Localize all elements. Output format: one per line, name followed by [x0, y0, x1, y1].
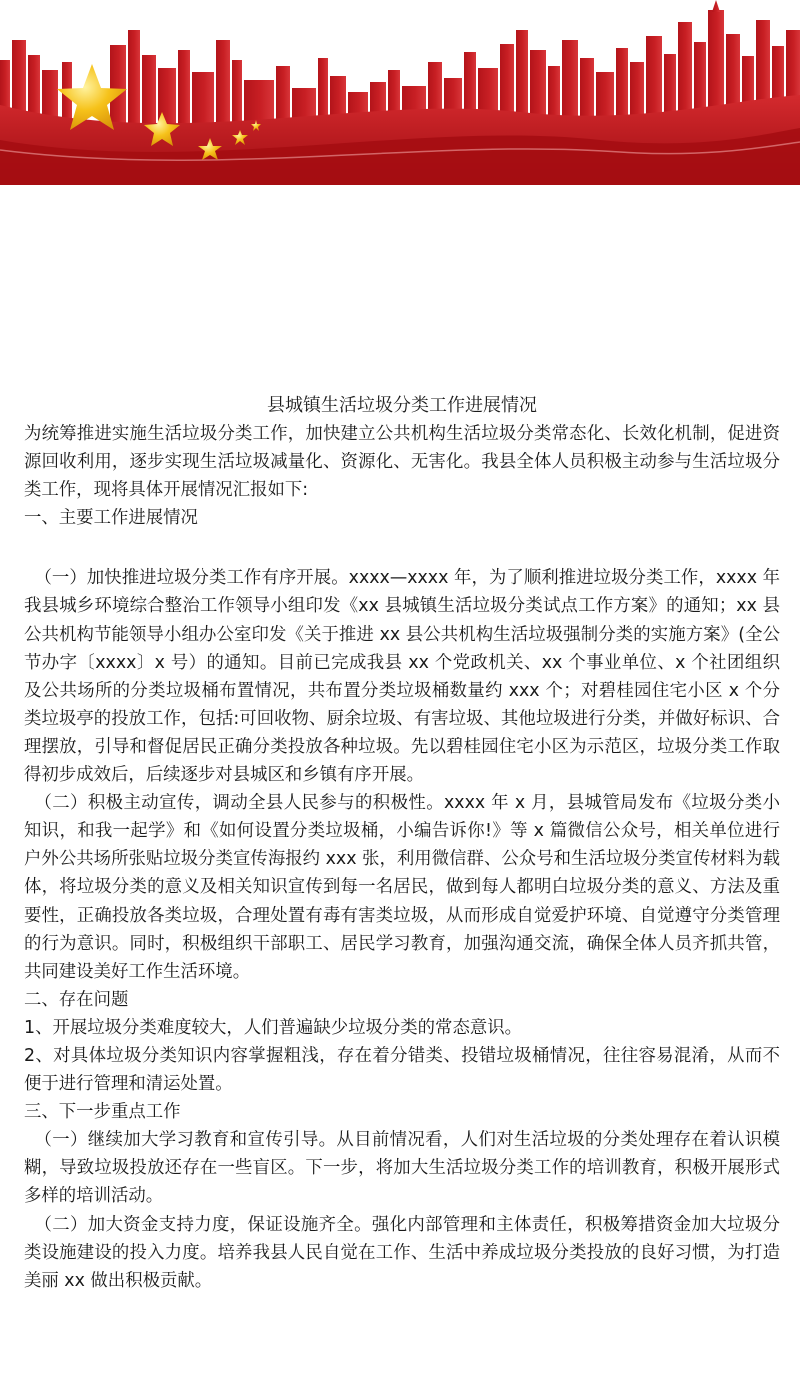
section-heading: 三、下一步重点工作: [24, 1102, 181, 1123]
paragraph: （二）积极主动宣传，调动全县人民参与的积极性。xxxx 年 x 月，县城管局发布《垃圾分类小知识，和我一起学》和《如何设置分类垃圾桶，小编告诉你!》等 x 篇微信公众号，相关单位进行户外公共场所张贴垃圾分类宣传海报约 xxx 张，利用微信群、公众号和生活垃圾分类宣传材料为载体，将垃圾分类的意义及相关知识宣传到每一名居民，做到每人都明白垃圾分类的意义、方法及重要性，正确投放各类垃圾，合理处置有毒有害类垃圾，从而形成自觉爱护环境、自觉遵守分类管理的行为意识。同时，积极组织干部职工、居民学习教育，加强沟通交流，确保全体人员齐抓共管，共同建设美好工作生活环境。: [24, 793, 780, 982]
paragraph: （一）继续加大学习教育和宣传引导。从目前情况看，人们对生活垃圾的分类处理存在着认识模糊，导致垃圾投放还存在一些盲区。下一步，将加大生活垃圾分类工作的培训教育，积极开展形式多样的培训活动。: [24, 1130, 780, 1207]
section-heading: 一、主要工作进展情况: [24, 508, 198, 529]
document-title: 县城镇生活垃圾分类工作进展情况: [267, 395, 537, 416]
section-heading: 二、存在问题: [24, 989, 129, 1010]
paragraph: （一）加快推进垃圾分类工作有序开展。xxxx—xxxx 年，为了顺利推进垃圾分类工作，xxxx 年我县城乡环境综合整治工作领导小组印发《xx 县城镇生活垃圾分类试点工作方案》的通知；xx 县公共机构节能领导小组办公室印发《关于推进 xx 县公共机构生活垃圾强制分类的实施方案》(全公节办字〔xxxx〕x 号）的通知。目前已完成我县 xx 个党政机关、xx 个事业单位、x 个社团组织及公共场所的分类垃圾桶布置情况，共布置分类垃圾桶数量约 xxx 个；对碧桂园住宅小区 x 个分类垃圾亭的投放工作，包括:可回收物、厨余垃圾、有害垃圾、其他垃圾进行分类，并做好标识、合理摆放，引导和督促居民正确分类投放各种垃圾。先以碧桂园住宅小区为示范区，垃圾分类工作取得初步成效后，后续逐步对县城区和乡镇有序开展。: [24, 568, 780, 786]
city-skyline-illustration: [0, 0, 800, 185]
paragraph: 2、对具体垃圾分类知识内容掌握粗浅，存在着分错类、投错垃圾桶情况，往往容易混淆，从而不便于进行管理和清运处置。: [24, 1045, 780, 1095]
paragraph: 1、开展垃圾分类难度较大，人们普遍缺少垃圾分类的常态意识。: [24, 1017, 523, 1038]
header-banner: [0, 0, 800, 185]
paragraph: （二）加大资金支持力度，保证设施齐全。强化内部管理和主体责任，积极筹措资金加大垃圾分类设施建设的投入力度。培养我县人民自觉在工作、生活中养成垃圾分类投放的良好习惯，为打造美丽 xx 做出积极贡献。: [24, 1214, 780, 1291]
spacer: [24, 532, 780, 564]
document-body: [24, 393, 780, 1295]
intro-paragraph: 为统筹推进实施生活垃圾分类工作，加快建立公共机构生活垃圾分类常态化、长效化机制，促进资源回收利用，逐步实现生活垃圾减量化、资源化、无害化。我县全体人员积极主动参与生活垃圾分类工作，现将具体开展情况汇报如下:: [24, 424, 780, 501]
